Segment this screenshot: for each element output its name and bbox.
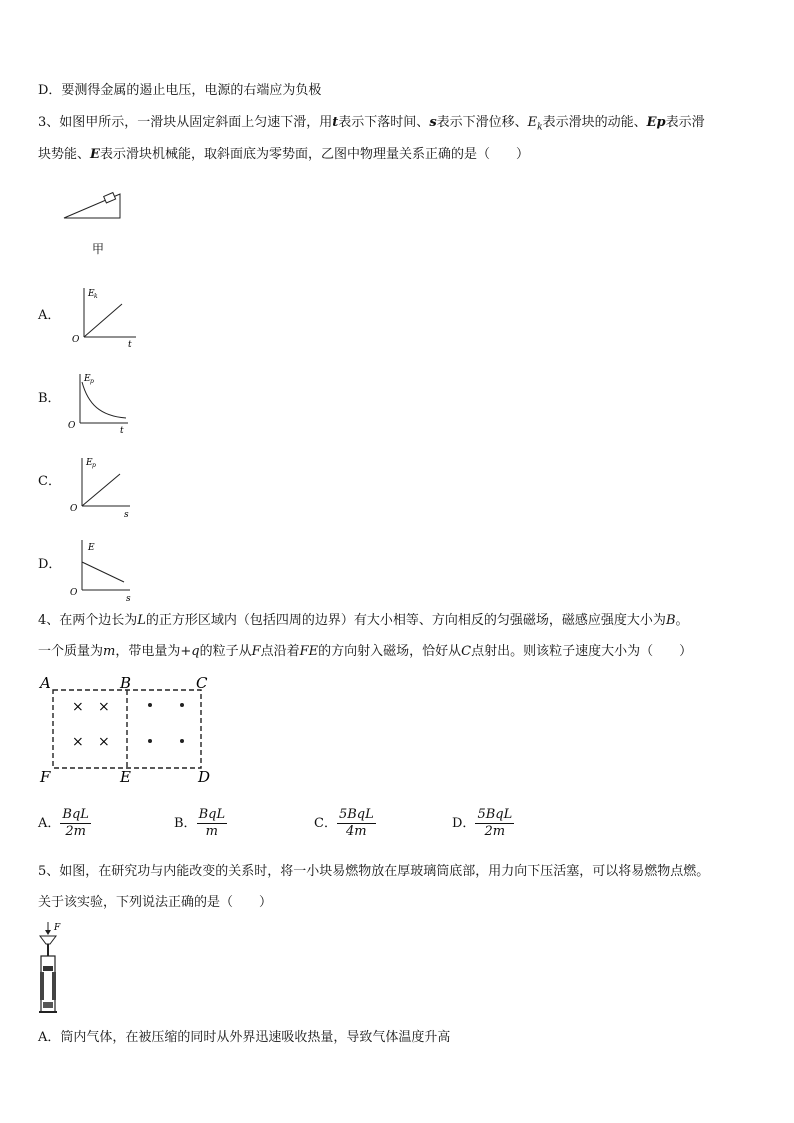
origin-label: O — [70, 504, 78, 514]
var-m: m — [103, 644, 116, 659]
label-D: D — [198, 768, 211, 784]
option-label: B． — [174, 816, 197, 831]
text: 4、在两个边长为 — [38, 613, 138, 628]
var-B: B — [665, 613, 676, 628]
figure-caption: 甲 — [92, 242, 105, 256]
q3-option-a-graph[interactable] — [66, 284, 146, 348]
label-C: C — [196, 674, 208, 692]
option-fraction — [197, 807, 228, 840]
denominator: 2m — [65, 824, 86, 839]
text: 表示滑块机械能，取斜面底为零势面，乙图中物理量关系正确的是（ ） — [99, 147, 529, 162]
force-label: F — [54, 923, 61, 933]
q4-option-c[interactable] — [314, 806, 376, 842]
var-q: +q — [180, 644, 200, 659]
q2-option-d: D．要测得金属的遏止电压，电源的右端应为负极 — [38, 83, 322, 98]
denominator: 4m — [346, 824, 367, 839]
cross-mark: × — [98, 699, 110, 715]
q3-option-d-graph[interactable] — [64, 534, 144, 602]
option-fraction — [337, 807, 376, 840]
dot-mark — [180, 739, 184, 743]
q3-option-b-graph[interactable] — [64, 368, 144, 434]
x-axis-label: s — [124, 510, 129, 518]
q3-option-c-label[interactable]: C． — [38, 474, 61, 489]
label-F: F — [40, 768, 51, 784]
x-axis-label: s — [126, 594, 131, 602]
option-label: C． — [314, 816, 337, 831]
dot-mark — [180, 703, 184, 707]
q5-option-a[interactable]: A．筒内气体，在被压缩的同时从外界迅速吸收热量，导致气体温度升高 — [38, 1030, 451, 1045]
q3-option-b-label[interactable]: B． — [38, 391, 61, 406]
q4-option-b[interactable] — [174, 806, 227, 842]
cross-mark: × — [72, 734, 84, 750]
q4-option-d[interactable] — [452, 806, 514, 842]
var-s: s — [429, 115, 437, 130]
label-A: A — [40, 674, 51, 692]
y-axis-label: E — [88, 289, 95, 299]
q3-option-c-graph[interactable] — [64, 452, 144, 518]
q3-option-d-label[interactable]: D． — [38, 557, 62, 572]
numerator: 5BqL — [338, 807, 374, 822]
denominator: m — [205, 824, 218, 839]
text: 的正方形区域内（包括四周的边界）有大小相等、方向相反的匀强磁场，磁感应强度大小为 — [145, 613, 666, 628]
origin-label: O — [72, 335, 80, 345]
label-E: E — [120, 768, 131, 784]
var-ek-sub: k — [537, 122, 543, 133]
y-axis-sub: k — [94, 293, 98, 300]
q5-stem-line2: 关于该实验，下列说法正确的是（ ） — [38, 895, 273, 910]
q5-stem-line1: 5、如图，在研究功与内能改变的关系时，将一小块易燃物放在厚玻璃筒底部，用力向下压活塞，可以将易燃物点燃。 — [38, 864, 710, 879]
text: ，带电量为 — [115, 644, 181, 659]
q4-option-a[interactable] — [38, 806, 91, 842]
dot-mark — [148, 703, 152, 707]
text: 点沿着 — [260, 644, 300, 659]
text: 。 — [675, 613, 689, 628]
origin-label: O — [68, 421, 76, 431]
label-B: B — [120, 674, 132, 692]
var-t: t — [332, 115, 339, 130]
numerator: BqL — [62, 807, 89, 822]
var-E: E — [90, 147, 100, 162]
text: 的粒子从 — [199, 644, 252, 659]
var-FE: FE — [299, 644, 319, 659]
option-label: D． — [452, 816, 476, 831]
denominator: 2m — [484, 824, 506, 839]
q3-stem-line2 — [38, 146, 529, 164]
var-ep: Ep — [646, 115, 666, 130]
var-F: F — [251, 644, 261, 659]
text: 表示下落时间、 — [338, 115, 430, 130]
y-axis-sub: p — [90, 378, 94, 385]
text: 点射出。则该粒子速度大小为（ ） — [471, 644, 693, 659]
text: 表示滑 — [665, 115, 705, 130]
x-axis-label: t — [120, 426, 124, 434]
numerator: 5BqL — [477, 807, 513, 822]
q3-stem-line1 — [38, 114, 705, 137]
q4-stem-line2 — [38, 643, 692, 661]
y-axis-label: E — [84, 374, 91, 384]
piston-tube-figure — [34, 918, 74, 1018]
var-C: C — [461, 644, 472, 659]
y-axis-sub: p — [92, 462, 96, 469]
option-fraction — [60, 807, 91, 840]
numerator: BqL — [198, 807, 226, 822]
cross-mark: × — [72, 699, 84, 715]
q3-option-a-label[interactable]: A． — [38, 308, 61, 323]
text: 表示下滑位移、 — [436, 115, 528, 130]
cross-mark: × — [98, 734, 110, 750]
var-L: L — [137, 613, 146, 628]
origin-label: O — [70, 588, 78, 598]
y-axis-label: E — [86, 458, 93, 468]
dot-mark — [148, 739, 152, 743]
y-axis-label: E — [88, 543, 95, 553]
var-ek: E — [527, 115, 538, 130]
option-label: A． — [38, 816, 61, 831]
text: 的方向射入磁场，恰好从 — [318, 644, 462, 659]
q4-stem-line1 — [38, 612, 689, 630]
x-axis-label: t — [128, 340, 132, 348]
text: 一个质量为 — [38, 644, 104, 659]
incline-figure — [60, 190, 130, 226]
magnetic-field-figure — [36, 672, 226, 784]
option-fraction — [475, 807, 514, 840]
text: 3、如图甲所示，一滑块从固定斜面上匀速下滑，用 — [38, 115, 333, 130]
text: 块势能、 — [38, 147, 91, 162]
text: 表示滑块的动能、 — [542, 115, 647, 130]
